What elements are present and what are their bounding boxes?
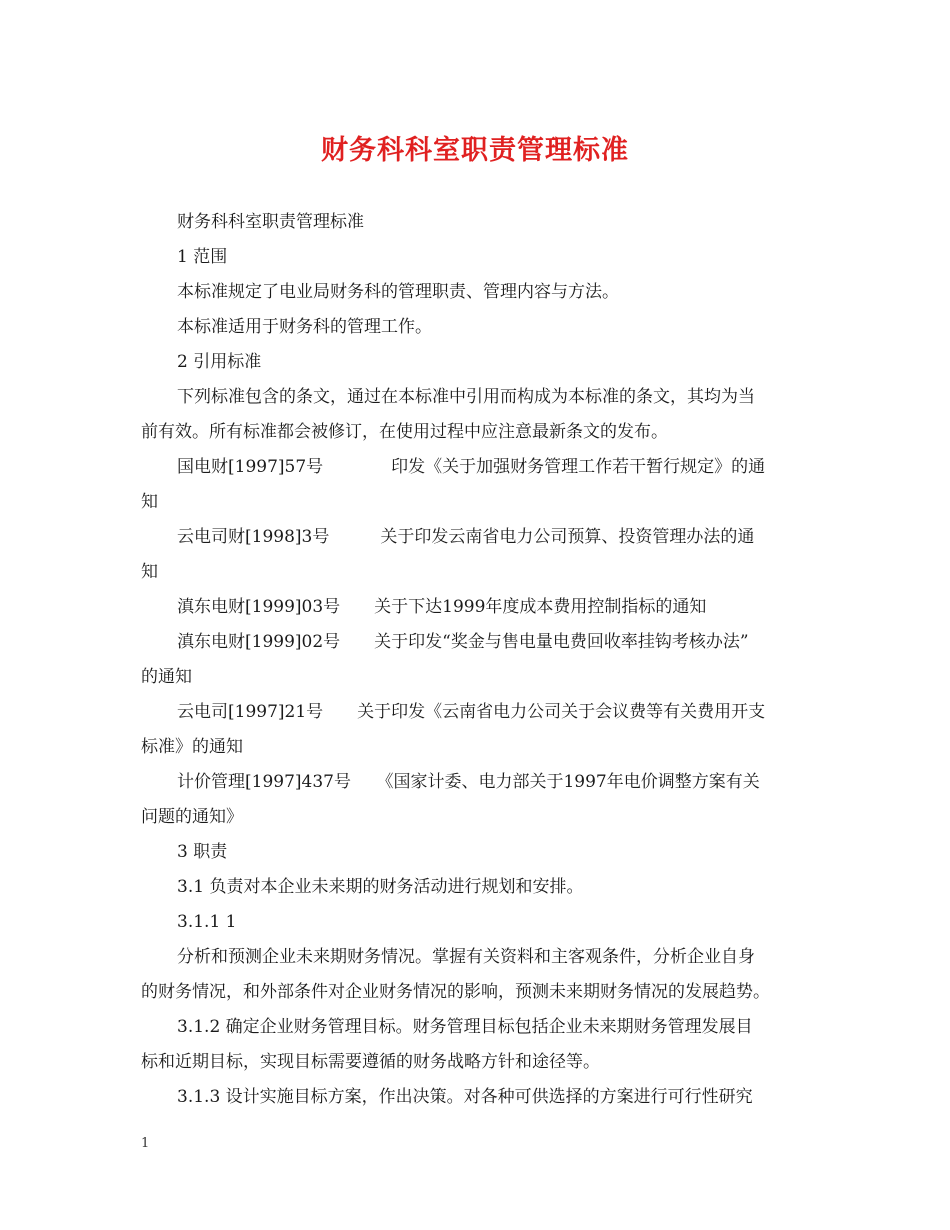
text-line: 3.1.1 1 (177, 912, 237, 932)
text-line: 滇东电财[1999]03号 关于下达1999年度成本费用控制指标的通知 (177, 597, 707, 617)
text-line: 计价管理[1997]437号 《国家计委、电力部关于1997年电价调整方案有关 (177, 772, 760, 792)
page-number: 1 (141, 1136, 150, 1151)
text-line: 下列标准包含的条文，通过在本标准中引用而构成为本标准的条文，其均为当 (177, 387, 755, 407)
text-line: 分析和预测企业未来期财务情况。掌握有关资料和主客观条件，分析企业自身 (177, 947, 755, 967)
text-line: 3.1.2 确定企业财务管理目标。财务管理目标包括企业未来期财务管理发展目 (177, 1017, 753, 1037)
text-line: 财务科科室职责管理标准 (177, 212, 364, 232)
document-title: 财务科科室职责管理标准 (321, 135, 629, 166)
text-line: 国电财[1997]57号 印发《关于加强财务管理工作若干暂行规定》的通 (177, 457, 766, 477)
text-line: 云电司[1997]21号 关于印发《云南省电力公司关于会议费等有关费用开支 (177, 702, 766, 722)
text-line: 本标准适用于财务科的管理工作。 (177, 317, 432, 337)
text-line: 3.1 负责对本企业未来期的财务活动进行规划和安排。 (177, 877, 584, 897)
text-line: 2 引用标准 (177, 352, 262, 372)
text-line: 问题的通知》 (141, 807, 243, 827)
text-line: 知 (141, 562, 158, 582)
document-body (141, 205, 813, 1115)
text-line: 的财务情况，和外部条件对企业财务情况的影响，预测未来期财务情况的发展趋势。 (141, 982, 770, 1002)
text-line: 标准》的通知 (141, 737, 243, 757)
text-line: 前有效。所有标准都会被修订，在使用过程中应注意最新条文的发布。 (141, 422, 668, 442)
text-line: 滇东电财[1999]02号 关于印发“奖金与售电量电费回收率挂钩考核办法” (177, 632, 749, 652)
text-line: 的通知 (141, 667, 192, 687)
text-line: 知 (141, 492, 158, 512)
text-line: 标和近期目标，实现目标需要遵循的财务战略方针和途径等。 (141, 1052, 600, 1072)
text-line: 1 范围 (177, 247, 228, 267)
text-line: 本标准规定了电业局财务科的管理职责、管理内容与方法。 (177, 282, 619, 302)
text-line: 3 职责 (177, 842, 228, 862)
text-line: 3.1.3 设计实施目标方案，作出决策。对各种可供选择的方案进行可行性研究 (177, 1087, 753, 1107)
text-line: 云电司财[1998]3号 关于印发云南省电力公司预算、投资管理办法的通 (177, 527, 755, 547)
